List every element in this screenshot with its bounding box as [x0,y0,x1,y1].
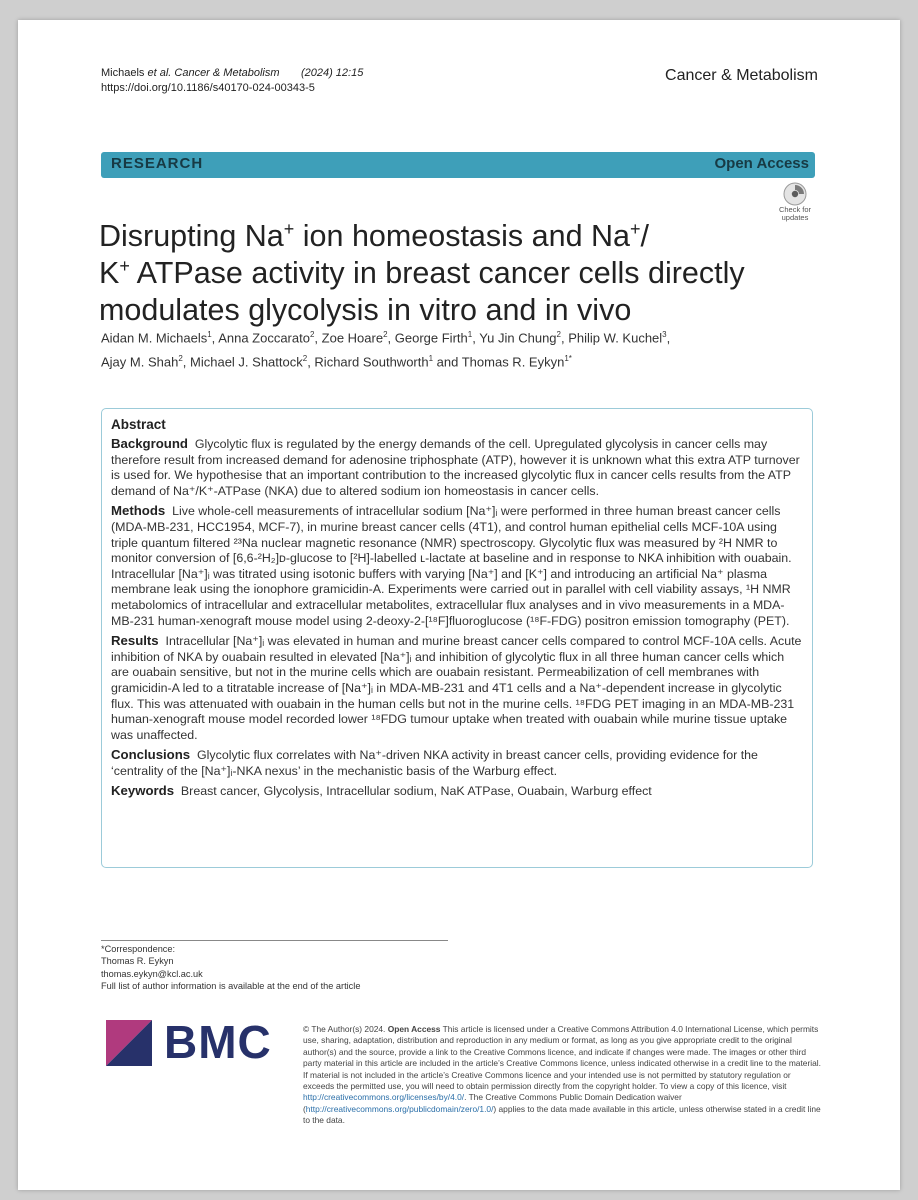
author-separator: , [472,330,480,346]
author-name: Zoe Hoare [321,330,384,346]
abstract-keywords: Keywords Breast cancer, Glycolysis, Intracellular sodium, NaK ATPase, Ouabain, Warburg effect [111,783,652,799]
author-name: Michael J. Shattock [190,354,303,370]
license-text: © The Author(s) 2024. Open Access This article is licensed under a Creative Commons Attribution 4.0 International License, which permits use, sharing, adaptation, distribution and reproduction in any medium or format, as long as you give appropriate credit to the original author(s) and the source, provide a link to the Creative Commons licence, and indicate if changes were made. The images or other third party material in this article are included in the article’s Creative Commons licence, unless indicated otherwise in a credit line to the material. If material is not included in the article’s Creative Commons licence and your intended use is not permitted by statutory regulation or exceeds the permitted use, you will need to obtain permission directly from the copyright holder. To view a copy of this licence, visit http://creativecommons.org/licenses/by/4.0/. The Creative Commons Public Domain Dedication waiver (http://creativecommons.org/publicdomain/zero/1.0/) applies to the data made available in this article, unless otherwise stated in a credit line to the data. [303,1024,821,1126]
author-affiliation: 1 [428,354,434,364]
footnote-divider [101,940,448,941]
correspondence-name: Thomas R. Eykyn [101,956,174,967]
abstract-results: Results Intracellular [Na⁺]ᵢ was elevated in human and murine breast cancer cells compared to control MCF-10A cells. Acute inhibition of NKA by ouabain resulted in elevated [Na⁺]ᵢ and inhibition of glycolytic flux in all three human cancer cells which are ouabain sensitive, but not in the murine cells which are ouabain resistant. Permeabilization of cell membranes with gramicidin-A led to a titratable increase of [Na⁺]ᵢ in MDA-MB-231 and 4T1 cells and a Na⁺-dependent increase in glycolytic flux. This was attenuated with ouabain in the human cells but not in the murine cells. ¹⁸FDG PET imaging in an MDA-MB-231 human-xenograft mouse model recorded lower ¹⁸FDG tumour uptake when treated with ouabain while murine tissue uptake was unaffected. [111,633,802,742]
author-separator: , [387,330,395,346]
author-affiliation: 1* [564,354,572,364]
author-affiliation: 2 [556,330,561,339]
journal-name: Cancer & Metabolism [665,67,818,84]
author-name: Ajay M. Shah [101,354,179,370]
author-name: Aidan M. Michaels [101,330,208,346]
article-page [18,20,900,1190]
cc-zero-link[interactable]: http://creativecommons.org/publicdomain/zero/1.0/ [305,1103,494,1114]
abstract-heading: Abstract [111,417,166,432]
author-separator: , [314,330,322,346]
author-separator: , [561,330,569,346]
author-affiliation: 2 [309,330,315,339]
author-name: George Firth [394,330,468,346]
author-separator: , [211,330,219,346]
correspondence-email[interactable]: thomas.eykyn@kcl.ac.uk [101,968,203,979]
abstract-background: Background Glycolytic flux is regulated by the energy demands of the cell. Upregulated glycolysis in cancer cells may therefore result from increased demand for adenosine triphosphate (ATP), however it is unknown what this extra ATP turnover is used for. We hypothesise that an important contribution to the increased glycolytic flux in cancer cells results from the ATP demand of Na⁺/K⁺-ATPase (NKA) due to altered sodium ion homeostasis in cancer cells. [111,436,800,498]
open-access-label: Open Access [714,155,809,172]
cc-by-link[interactable]: http://creativecommons.org/licenses/by/4.0/ [303,1092,465,1103]
author-name: Richard Southworth [314,354,429,370]
author-list [101,324,801,373]
author-name: Thomas R. Eykyn [461,354,565,370]
author-separator: , [666,330,671,346]
author-separator: and [433,354,462,370]
check-updates-label-1: Check for [778,205,812,214]
author-affiliation: 3 [662,330,667,339]
check-updates-label-2: updates [781,213,809,222]
correspondence-block [101,943,360,992]
bmc-logo-text: BMC [164,1016,272,1068]
author-name: Philip W. Kuchel [568,330,663,346]
author-info-note: Full list of author information is available at the end of the article [101,980,361,991]
citation-block [101,66,363,96]
author-name: Anna Zoccarato [218,330,310,346]
article-title: Disrupting Na+ ion homeostasis and Na+/ K+ ATPase activity in breast cancer cells directly modulates glycolysis in vitro and in vivo [99,219,745,328]
correspondence-label: *Correspondence: [101,944,176,954]
author-affiliation: 1 [467,330,473,339]
author-separator: , [307,354,315,370]
bmc-logo [106,1016,286,1068]
article-type-label: RESEARCH [111,155,204,172]
author-separator: , [182,354,191,370]
bmc-logo-icon [106,1020,152,1066]
author-affiliation: 1 [207,330,212,339]
check-updates-icon [783,182,807,206]
citation-line: Michaels et al. Cancer & Metabolism (2024) 12:15 [101,67,364,79]
author-affiliation: 2 [302,354,308,364]
author-name: Yu Jin Chung [479,330,557,346]
author-affiliation: 2 [383,330,388,339]
doi-link[interactable]: https://doi.org/10.1186/s40170-024-00343-5 [101,82,315,94]
abstract-methods: Methods Live whole-cell measurements of intracellular sodium [Na⁺]ᵢ were performed in three human breast cancer cells (MDA-MB-231, HCC1954, MCF-7), in murine breast cancer cells (4T1), and control human epithelial cells MCF-10A using triple quantum filtered ²³Na nuclear magnetic resonance (NMR) spectroscopy. Glycolytic flux was measured by ²H NMR to monitor conversion of [6,6-²H₂]ᴅ-glucose to [²H]-labelled ʟ-lactate at baseline and in response to NKA inhibition with ouabain. Intracellular [Na⁺]ᵢ was titrated using isotonic buffers with varying [Na⁺] and [K⁺] and introducing an artificial Na⁺ plasma membrane leak using the ionophore gramicidin-A. Experiments were carried out in parallel with cell viability assays, ¹H NMR metabolomics of intracellular and extracellular metabolites, extracellular flux analyses and in vivo measurements in a MDA-MB-231 human-xenograft mouse model using 2-deoxy-2-[¹⁸F]fluoroglucose (¹⁸F-FDG) positron emission tomography (PET). [111,503,792,628]
article-type-band [101,152,815,178]
author-affiliation: 2 [178,354,183,364]
abstract-box [101,408,813,868]
abstract-conclusions: Conclusions Glycolytic flux correlates with Na⁺-driven NKA activity in breast cancer cells, providing evidence for the ‘centrality of the [Na⁺]ᵢ-NKA nexus’ in the mechanistic basis of the Warburg effect. [111,747,758,778]
